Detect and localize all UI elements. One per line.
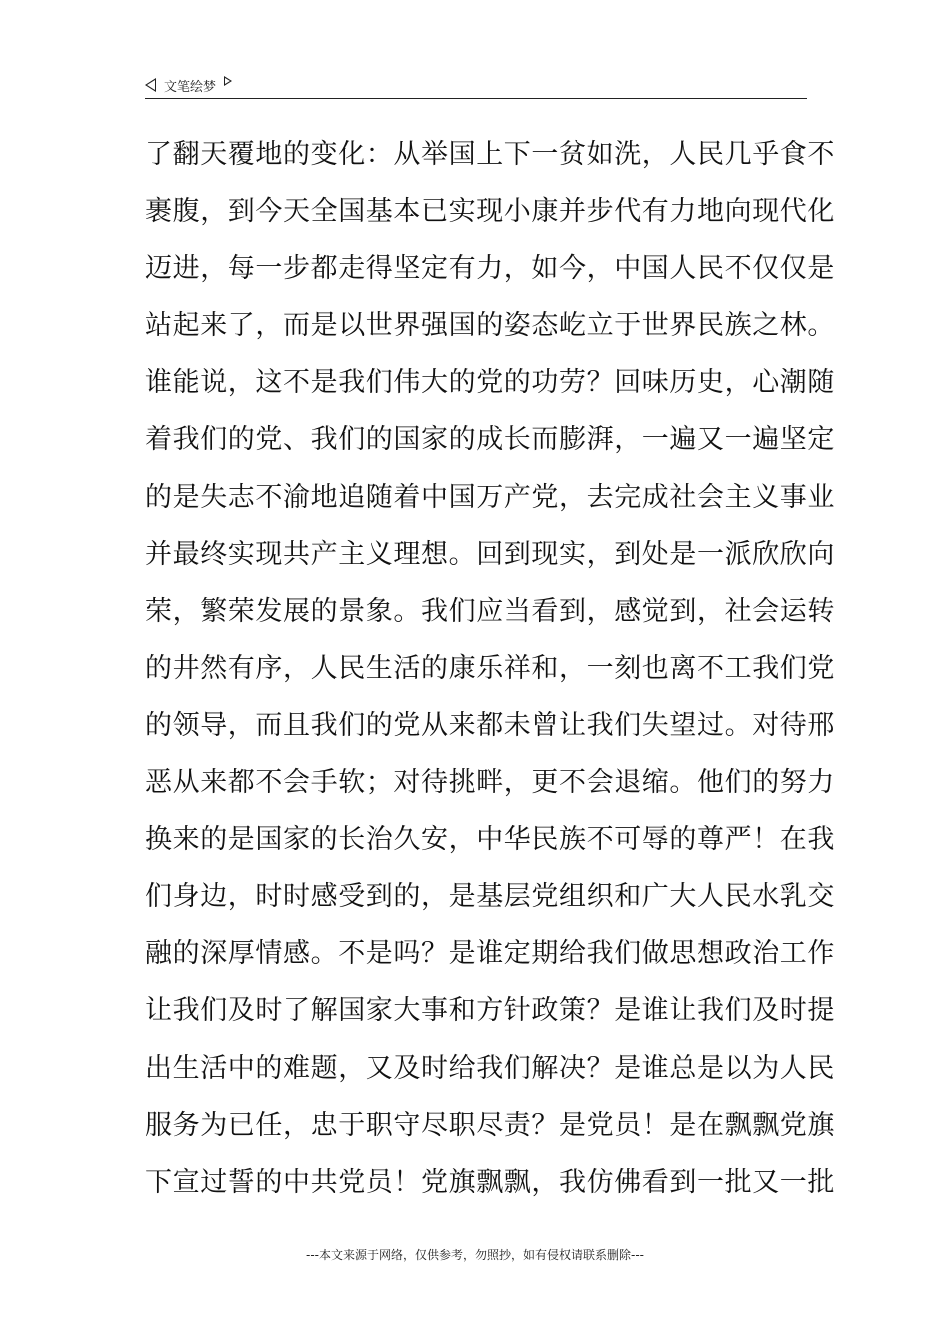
page-header	[145, 72, 807, 99]
text-line: 迈进，每一步都走得坚定有力，如今，中国人民不仅仅是	[145, 253, 835, 285]
triangle-left-icon	[145, 78, 156, 92]
text-line: 并最终实现共产主义理想。回到现实，到处是一派欣欣向	[145, 538, 835, 570]
text-line: 融的深厚情感。不是吗？是谁定期给我们做思想政治工作	[145, 938, 835, 970]
text-line: 们身边，时时感受到的，是基层党组织和广大人民水乳交	[145, 881, 835, 913]
text-line: 的领导，而且我们的党从来都未曾让我们失望过。对待邢	[145, 709, 835, 741]
text-line: 出生活中的难题，又及时给我们解决？是谁总是以为人民	[145, 1052, 835, 1084]
triangle-right-icon	[224, 76, 232, 86]
header-title: 文笔绘梦	[164, 79, 217, 95]
text-line: 下宣过誓的中共党员！党旗飘飘，我仿佛看到一批又一批	[145, 1166, 835, 1198]
text-line: 站起来了，而是以世界强国的姿态屹立于世界民族之林。	[145, 310, 835, 342]
text-line: 着我们的党、我们的国家的成长而膨湃，一遍又一遍坚定	[145, 424, 835, 456]
text-line: 恶从来都不会手软；对待挑畔，更不会退缩。他们的努力	[145, 767, 835, 799]
document-body	[145, 126, 835, 1211]
text-line: 的井然有序，人民生活的康乐祥和，一刻也离不工我们党	[145, 652, 835, 684]
text-line: 裹腹，到今天全国基本已实现小康并步代有力地向现代化	[145, 196, 835, 228]
text-line: 的是失志不渝地追随着中国万产党，去完成社会主义事业	[145, 481, 835, 513]
text-line: 让我们及时了解国家大事和方针政策？是谁让我们及时提	[145, 995, 835, 1027]
text-line: 服务为已任，忠于职守尽职尽责？是党员！是在飘飘党旗	[145, 1109, 835, 1141]
text-line: 谁能说，这不是我们伟大的党的功劳？回味历史，心潮随	[145, 367, 835, 399]
page-footer: ---本文来源于网络，仅供参考，勿照抄，如有侵权请联系删除---	[306, 1248, 644, 1262]
text-line: 换来的是国家的长治久安，中华民族不可辱的尊严！在我	[145, 824, 835, 856]
text-line: 荣，繁荣发展的景象。我们应当看到，感觉到，社会运转	[145, 595, 835, 627]
text-line: 了翻天覆地的变化：从举国上下一贫如洗，人民几乎食不	[145, 139, 835, 170]
